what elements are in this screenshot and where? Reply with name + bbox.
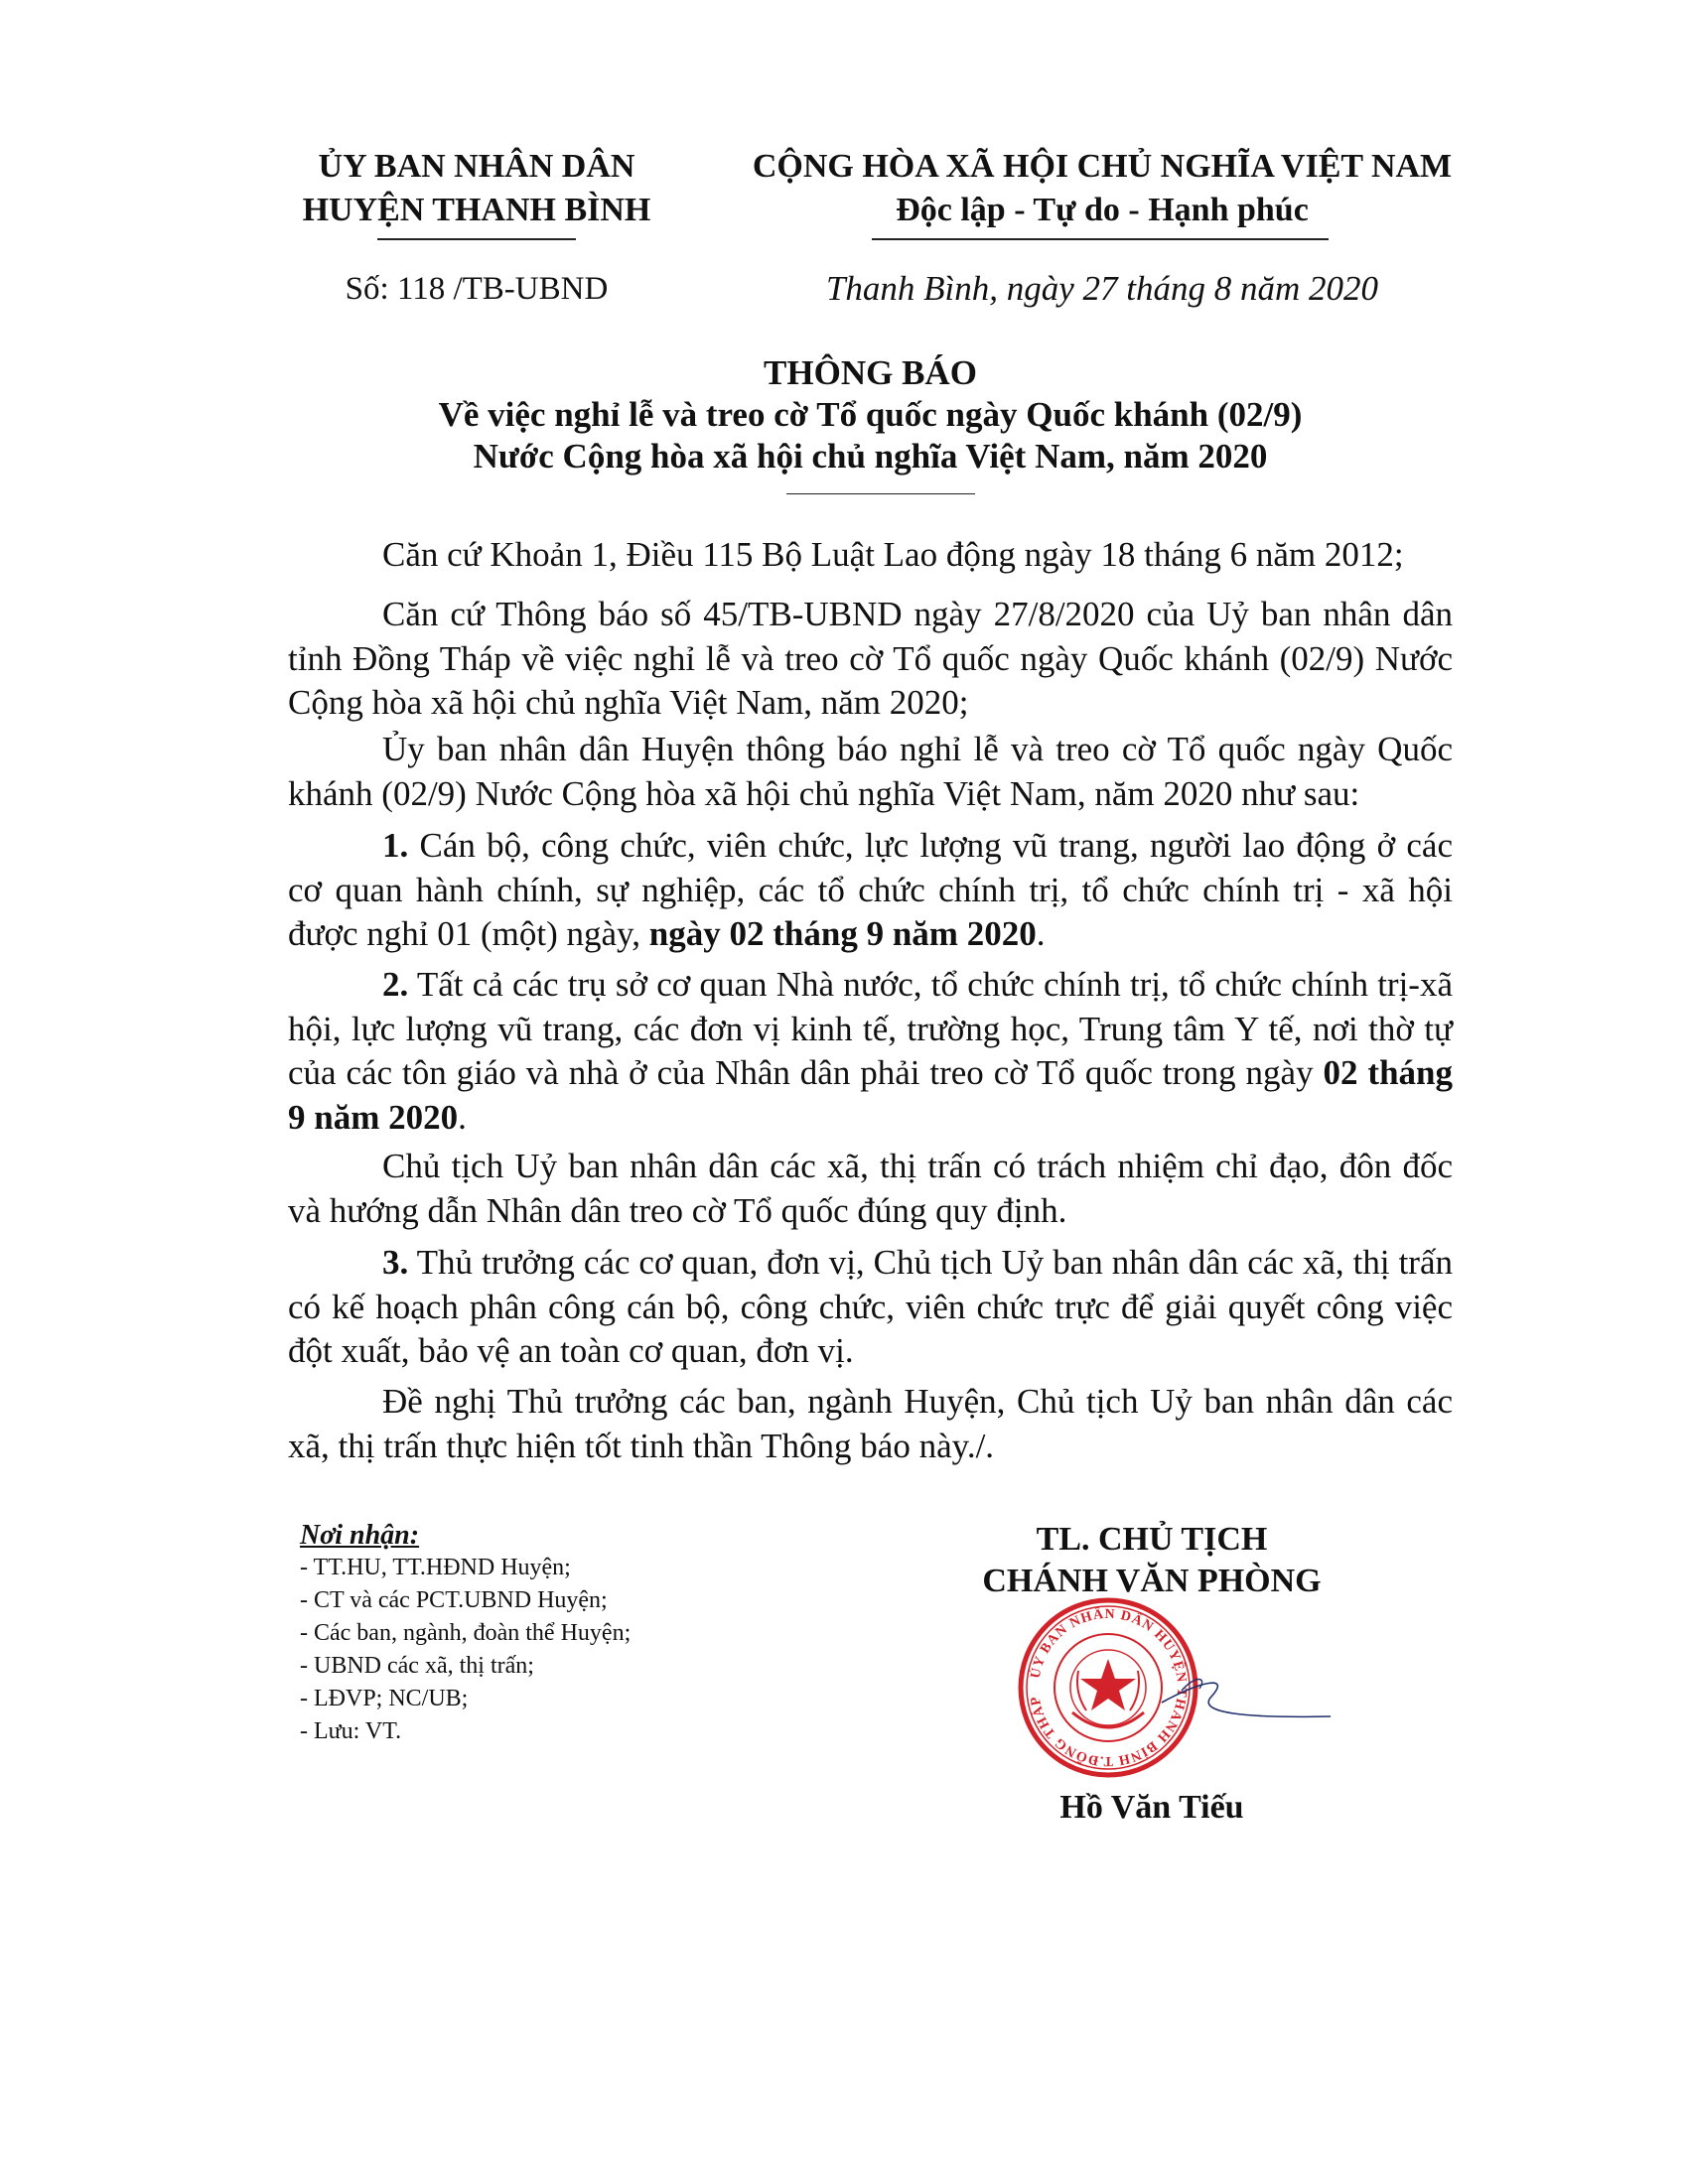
issuer-underline — [377, 238, 576, 240]
item-2-date: 02 tháng 9 năm 2020 — [288, 1053, 1453, 1137]
issuer-line2: HUYỆN THANH BÌNH — [302, 192, 651, 228]
signer-name: Hồ Văn Tiếu — [1059, 1789, 1244, 1826]
document-subject-line2: Nước Cộng hòa xã hội chủ nghĩa Việt Nam, năm 2020 — [473, 437, 1268, 476]
item-3-number: 3. — [382, 1243, 409, 1282]
paragraph-responsibility: Chủ tịch Uỷ ban nhân dân các xã, thị trấn có trách nhiệm chỉ đạo, đôn đốc và hướng dẫn Nhân dân treo cờ Tổ quốc đúng quy định. — [288, 1147, 1453, 1230]
recipient-item: - Các ban, ngành, đoàn thể Huyện; — [300, 1620, 632, 1646]
item-1-text: Cán bộ, công chức, viên chức, lực lượng vũ trang, người lao động ở các cơ quan hành chính, sự nghiệp, các tổ chức chính trị, tổ chức chính trị - xã hội được nghỉ 01 (một) ngày, — [288, 826, 1453, 953]
recipient-item: - Lưu: VT. — [300, 1718, 402, 1744]
issuer-name — [258, 145, 695, 232]
item-1-end: . — [1036, 914, 1046, 953]
item-2-number: 2. — [382, 965, 409, 1004]
paragraph-basis-1: Căn cứ Khoản 1, Điều 115 Bộ Luật Lao động ngày 18 tháng 6 năm 2012; — [382, 535, 1404, 574]
document-number: Số: 118 /TB-UBND — [345, 271, 609, 307]
paragraph-item-3 — [288, 1241, 1453, 1374]
signature-line2: CHÁNH VĂN PHÒNG — [982, 1563, 1322, 1599]
paragraph-item-1 — [288, 824, 1453, 957]
item-2-text: Tất cả các trụ sở cơ quan Nhà nước, tổ chức chính trị, tổ chức chính trị-xã hội, lực lượng vũ trang, các đơn vị kinh tế, trường học, Trung tâm Y tế, nơi thờ tự của các tôn giáo và nhà ở của Nhân dân phải treo cờ Tổ quốc trong ngày — [288, 965, 1453, 1092]
paragraph-item-2 — [288, 963, 1453, 1140]
official-seal — [1013, 1593, 1340, 1782]
recipient-item: - CT và các PCT.UBND Huyện; — [300, 1587, 608, 1613]
item-1-date: ngày 02 tháng 9 năm 2020 — [648, 914, 1037, 953]
motto-underline — [872, 238, 1329, 240]
document-subject-line1: Về việc nghỉ lễ và treo cờ Tổ quốc ngày Quốc khánh (02/9) — [438, 395, 1303, 434]
signature-line1: TL. CHỦ TỊCH — [1036, 1521, 1268, 1558]
national-title: CỘNG HÒA XÃ HỘI CHỦ NGHĨA VIỆT NAM — [752, 148, 1453, 185]
title-underline — [786, 493, 975, 494]
item-3-text: Thủ trưởng các cơ quan, đơn vị, Chủ tịch Uỷ ban nhân dân các xã, thị trấn có kế hoạch phân công cán bộ, công chức, viên chức trực để giải quyết công việc đột xuất, bảo vệ an toàn cơ quan, đơn vị. — [288, 1243, 1453, 1370]
paragraph-intro: Ủy ban nhân dân Huyện thông báo nghỉ lễ và treo cờ Tổ quốc ngày Quốc khánh (02/9) Nước Cộng hòa xã hội chủ nghĩa Việt Nam, năm 2020 như sau: — [288, 730, 1453, 813]
recipients-label: Nơi nhận: — [300, 1520, 420, 1551]
paragraph-basis-2: Căn cứ Thông báo số 45/TB-UBND ngày 27/8/2020 của Uỷ ban nhân dân tỉnh Đồng Tháp về việc nghỉ lễ và treo cờ Tổ quốc ngày Quốc khánh (02/9) Nước Cộng hòa xã hội chủ nghĩa Việt Nam, năm 2020; — [288, 595, 1453, 722]
item-2-end: . — [458, 1097, 467, 1137]
recipient-item: - TT.HU, TT.HĐND Huyện; — [300, 1555, 571, 1580]
recipient-item: - LĐVP; NC/UB; — [300, 1686, 469, 1711]
recipients-block — [300, 1519, 816, 1748]
signature-title — [943, 1519, 1360, 1602]
national-header — [715, 145, 1489, 232]
place-date: Thanh Bình, ngày 27 tháng 8 năm 2020 — [825, 269, 1379, 308]
issuer-line1: ỦY BAN NHÂN DÂN — [318, 148, 635, 185]
item-1-number: 1. — [382, 826, 409, 865]
paragraph-closing: Đề nghị Thủ trưởng các ban, ngành Huyện, Chủ tịch Uỷ ban nhân dân các xã, thị trấn thực hiện tốt tinh thần Thông báo này./. — [288, 1382, 1453, 1465]
document-title: THÔNG BÁO — [764, 353, 977, 392]
national-motto: Độc lập - Tự do - Hạnh phúc — [896, 192, 1309, 228]
seal-text: ỦY BAN NHÂN DÂN HUYỆN THANH BÌNH T.ĐỒNG THÁP — [1028, 1606, 1190, 1769]
recipient-item: - UBND các xã, thị trấn; — [300, 1653, 534, 1679]
